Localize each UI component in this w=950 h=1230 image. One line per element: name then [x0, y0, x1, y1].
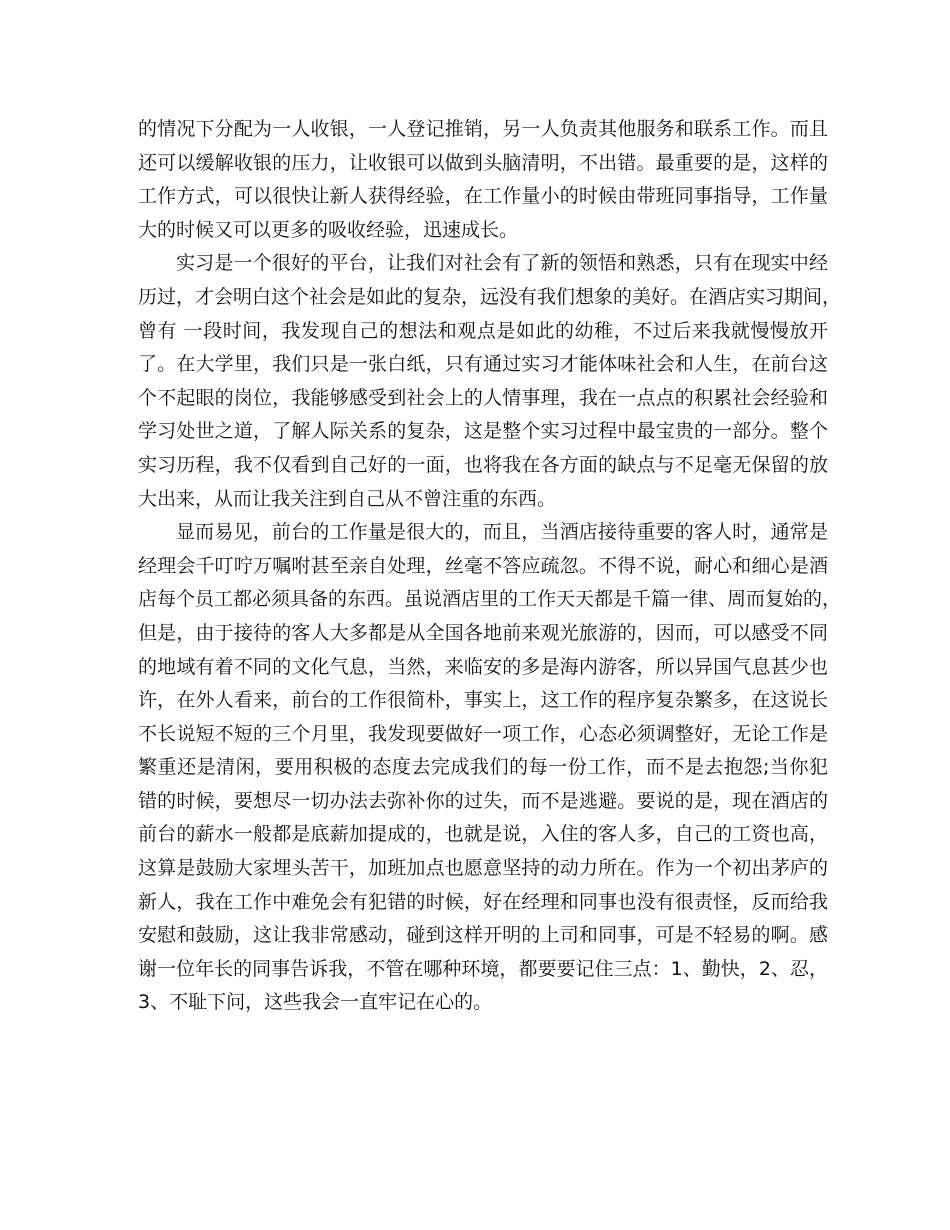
paragraph	[138, 113, 828, 247]
text-line: 大出来，从而让我关注到自己从不曾注重的东西。	[138, 487, 557, 510]
text-line: 曾有 一段时间，我发现自己的想法和观点是如此的幼稚，不过后来我就慢慢放开	[138, 319, 828, 342]
text-line: 前台的薪水一般都是底薪加提成的，也就是说，入住的客人多，自己的工资也高，	[138, 823, 828, 846]
text-line: 大的时候又可以更多的吸收经验，迅速成长。	[138, 218, 519, 241]
text-line: 个不起眼的岗位，我能够感受到社会上的人情事理，我在一点点的积累社会经验和	[138, 386, 828, 409]
text-line: 显而易见，前台的工作量是很大的，而且，当酒店接待重要的客人时，通常是	[176, 521, 828, 544]
text-line: 实习历程，我不仅看到自己好的一面，也将我在各方面的缺点与不足毫无保留的放	[138, 453, 828, 476]
text-line: 了。在大学里，我们只是一张白纸，只有通过实习才能体味社会和人生，在前台这	[138, 353, 828, 376]
text-line: 还可以缓解收银的压力，让收银可以做到头脑清明，不出错。最重要的是，这样的	[138, 151, 828, 174]
text-line: 这算是鼓励大家埋头苦干，加班加点也愿意坚持的动力所在。作为一个初出茅庐的	[138, 857, 828, 880]
text-line: 的情况下分配为一人收银，一人登记推销，另一人负责其他服务和联系工作。而且	[138, 118, 828, 140]
text-line: 学习处世之道，了解人际关系的复杂，这是整个实习过程中最宝贵的一部分。整个	[138, 420, 828, 443]
text-line: 安慰和鼓励，这让我非常感动，碰到这样开明的上司和同事，可是不轻易的啊。感	[138, 924, 828, 947]
text-line: 错的时候，要想尽一切办法去弥补你的过失，而不是逃避。要说的是，现在酒店的	[138, 789, 828, 812]
text-line: 许，在外人看来，前台的工作很简朴，事实上，这工作的程序复杂繁多，在这说长	[138, 689, 828, 712]
paragraph	[138, 247, 842, 516]
text-line: 经理会千叮咛万嘱咐甚至亲自处理，丝毫不答应疏忽。不得不说，耐心和细心是酒	[138, 554, 828, 577]
text-line: 工作方式，可以很快让新人获得经验，在工作量小的时候由带班同事指导，工作量	[138, 185, 828, 208]
text-line: 历过，才会明白这个社会是如此的复杂，远没有我们想象的美好。在酒店实习期间，	[138, 285, 842, 308]
text-line: 的地域有着不同的文化气息，当然，来临安的多是海内游客，所以异国气息甚少也	[138, 655, 828, 678]
text-line: 但是，由于接待的客人大多都是从全国各地前来观光旅游的，因而，可以感受不同	[138, 621, 828, 644]
text-line: 新人，我在工作中难免会有犯错的时候，好在经理和同事也没有很责怪，反而给我	[138, 890, 828, 913]
paragraph	[138, 516, 842, 1020]
text-line: 谢一位年长的同事告诉我，不管在哪种环境，都要要记住三点：1、勤快，2、忍，	[138, 957, 828, 980]
document-body	[138, 113, 842, 1020]
text-line: 不长说短不短的三个月里，我发现要做好一项工作，心态必须调整好，无论工作是	[138, 722, 828, 745]
text-line: 实习是一个很好的平台，让我们对社会有了新的领悟和熟悉，只有在现实中经	[176, 252, 828, 275]
text-line: 店每个员工都必须具备的东西。虽说酒店里的工作天天都是千篇一律、周而复始的，	[138, 588, 842, 611]
text-line: 繁重还是清闲，要用积极的态度去完成我们的每一份工作，而不是去抱怨;当你犯	[138, 756, 828, 779]
text-line: 3、不耻下问，这些我会一直牢记在心的。	[138, 991, 493, 1014]
